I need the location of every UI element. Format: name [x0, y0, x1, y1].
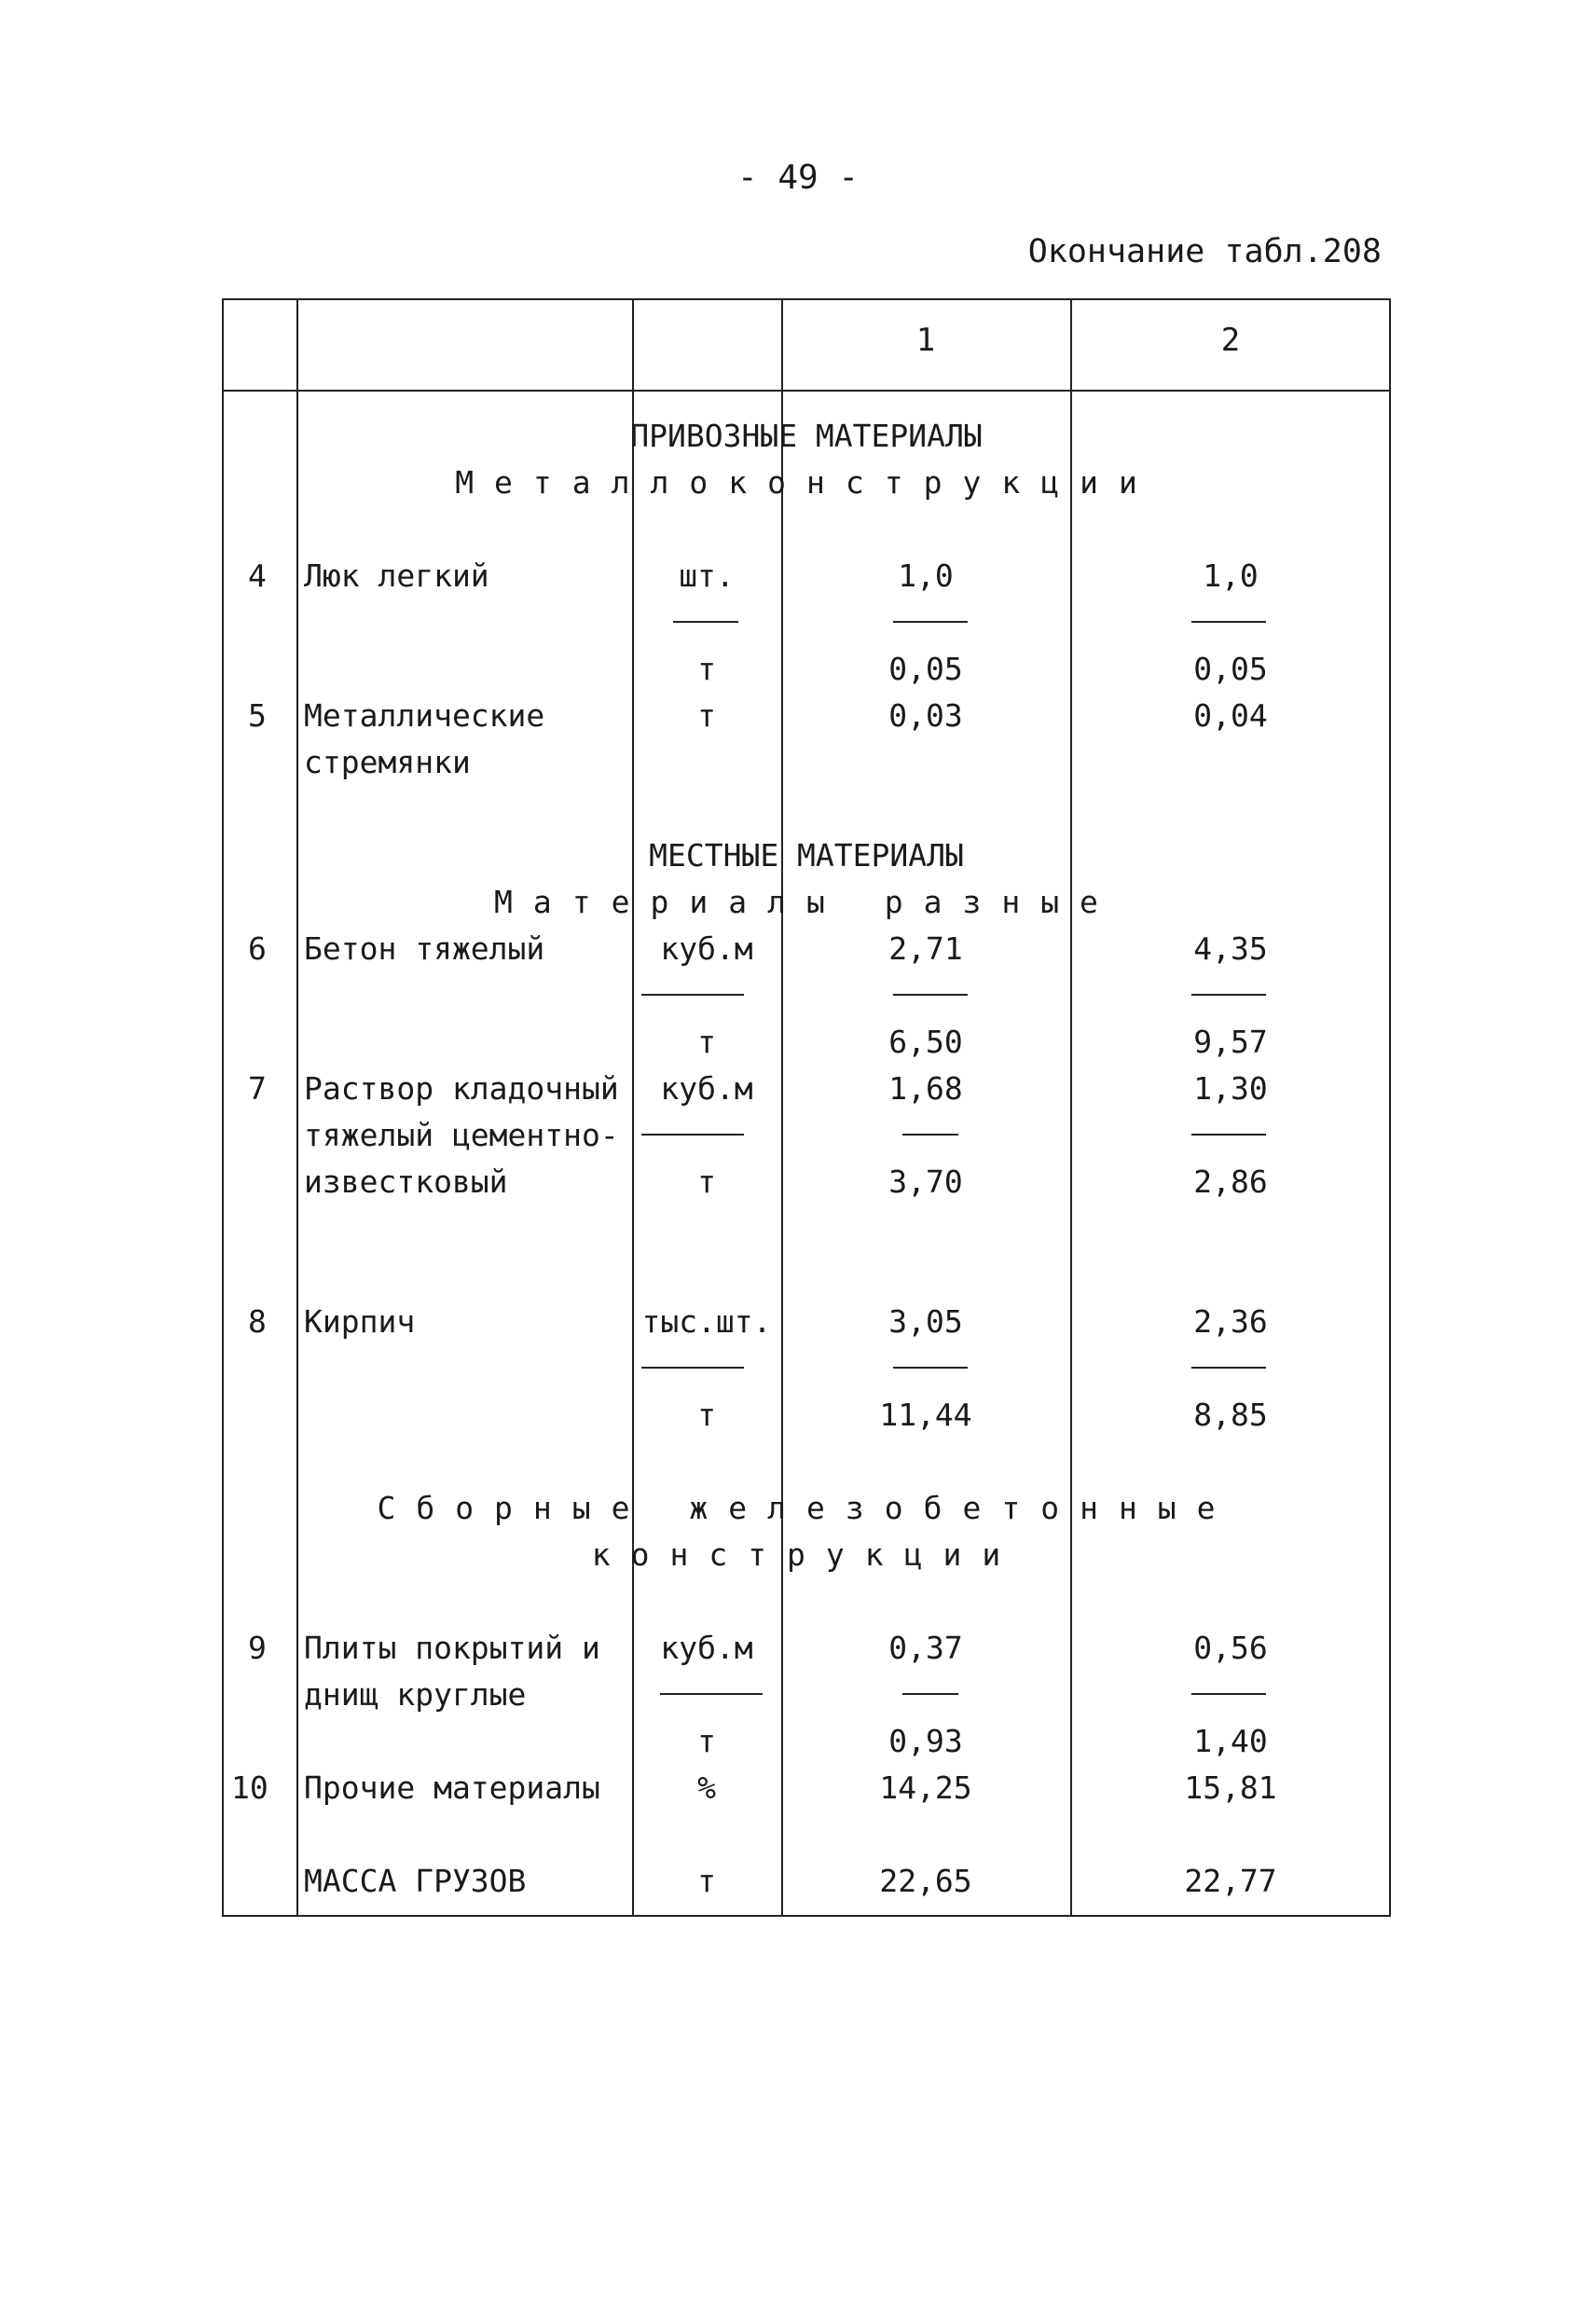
unit-fraction-bar: [641, 1134, 744, 1136]
row-value-col2: 2,36: [1193, 1303, 1268, 1340]
row-unit: куб.м: [660, 1630, 753, 1666]
table-caption: Окончание табл.208: [1027, 233, 1382, 270]
col-divider-unit: [781, 298, 783, 1917]
row-name-line3: известковый: [304, 1163, 508, 1200]
row-value-col1: 14,25: [879, 1769, 972, 1806]
unit-fraction-bar: [641, 1367, 744, 1369]
section-sub-precast-line2: конструкции: [591, 1536, 1022, 1573]
row-unit-secondary: т: [697, 1397, 716, 1433]
value-fraction-bar: [902, 1134, 958, 1136]
row-name-line2: днищ круглые: [304, 1676, 527, 1713]
total-label: МАССА ГРУЗОВ: [304, 1863, 527, 1899]
section-title-local: МЕСТНЫЕ МАТЕРИАЛЫ: [649, 837, 964, 874]
row-unit-secondary: т: [697, 1163, 716, 1200]
row-number: 7: [248, 1070, 267, 1107]
section-sub-various: Материалы разные: [494, 884, 1119, 920]
row-name: Бетон тяжелый: [304, 930, 545, 967]
header-col2: 2: [1220, 322, 1241, 359]
row-value-col2-secondary: 1,40: [1193, 1723, 1268, 1759]
value-fraction-bar: [893, 621, 968, 623]
value-fraction-bar: [1191, 1134, 1266, 1136]
section-title-imported: ПРИВОЗНЫЕ МАТЕРИАЛЫ: [630, 418, 983, 454]
row-value-col2: 15,81: [1184, 1769, 1277, 1806]
total-unit: т: [697, 1863, 716, 1899]
row-number: 6: [248, 930, 267, 967]
row-unit: тыс.шт.: [641, 1303, 772, 1340]
row-value-col2-secondary: 8,85: [1193, 1397, 1268, 1433]
row-value-col2: 1,0: [1203, 558, 1259, 594]
row-unit-secondary: т: [697, 1024, 716, 1060]
row-value-col2: 0,56: [1193, 1630, 1268, 1666]
row-value-col1-secondary: 0,05: [888, 651, 963, 687]
col-divider-col1: [1070, 298, 1072, 1917]
row-value-col1-secondary: 11,44: [879, 1397, 972, 1433]
page-number: - 49 -: [736, 158, 860, 197]
row-number: 5: [248, 697, 267, 734]
col-divider-name: [632, 298, 634, 1917]
row-value-col2: 0,04: [1193, 697, 1268, 734]
total-value-col2: 22,77: [1184, 1863, 1277, 1899]
row-unit: куб.м: [660, 930, 753, 967]
row-value-col1-secondary: 6,50: [888, 1024, 963, 1060]
section-sub-precast-line1: Сборные железобетонные: [377, 1490, 1236, 1526]
row-unit: шт.: [679, 558, 735, 594]
value-fraction-bar: [1191, 621, 1266, 623]
row-unit: куб.м: [660, 1070, 753, 1107]
value-fraction-bar: [893, 994, 968, 996]
row-value-col1: 2,71: [888, 930, 963, 967]
row-value-col2-secondary: 0,05: [1193, 651, 1268, 687]
unit-fraction-bar: [660, 1693, 763, 1695]
row-name: Прочие материалы: [304, 1769, 600, 1806]
row-name-line2: стремянки: [304, 744, 471, 780]
row-name: Кирпич: [304, 1303, 416, 1340]
row-value-col1: 1,68: [888, 1070, 963, 1107]
value-fraction-bar: [1191, 1367, 1266, 1369]
row-value-col2: 4,35: [1193, 930, 1268, 967]
header-divider: [222, 390, 1391, 392]
value-fraction-bar: [1191, 994, 1266, 996]
col-divider-no: [296, 298, 298, 1917]
row-name: Плиты покрытий и: [304, 1630, 600, 1666]
row-unit-secondary: т: [697, 1723, 716, 1759]
row-value-col1-secondary: 0,93: [888, 1723, 963, 1759]
row-name: Раствор кладочный: [304, 1070, 619, 1107]
row-name-line2: тяжелый цементно-: [304, 1117, 619, 1153]
row-unit: т: [697, 697, 716, 734]
row-unit-secondary: т: [697, 651, 716, 687]
section-sub-metal: Металлоконструкции: [455, 464, 1158, 501]
row-name: Металлические: [304, 697, 545, 734]
row-name: Люк легкий: [304, 558, 489, 594]
row-value-col2-secondary: 2,86: [1193, 1163, 1268, 1200]
row-value-col2-secondary: 9,57: [1193, 1024, 1268, 1060]
row-value-col1: 3,05: [888, 1303, 963, 1340]
row-value-col1: 1,0: [898, 558, 954, 594]
value-fraction-bar: [1191, 1693, 1266, 1695]
row-value-col1-secondary: 3,70: [888, 1163, 963, 1200]
value-fraction-bar: [902, 1693, 958, 1695]
row-value-col1: 0,37: [888, 1630, 963, 1666]
row-value-col2: 1,30: [1193, 1070, 1268, 1107]
row-number: 8: [248, 1303, 267, 1340]
unit-fraction-bar: [641, 994, 744, 996]
row-number: 4: [248, 558, 267, 594]
row-unit: %: [697, 1769, 716, 1806]
row-value-col1: 0,03: [888, 697, 963, 734]
unit-fraction-bar: [673, 621, 738, 623]
header-col1: 1: [915, 322, 936, 359]
value-fraction-bar: [893, 1367, 968, 1369]
table-frame: [222, 298, 1391, 1917]
row-number: 9: [248, 1630, 267, 1666]
row-number: 10: [231, 1769, 268, 1806]
total-value-col1: 22,65: [879, 1863, 972, 1899]
